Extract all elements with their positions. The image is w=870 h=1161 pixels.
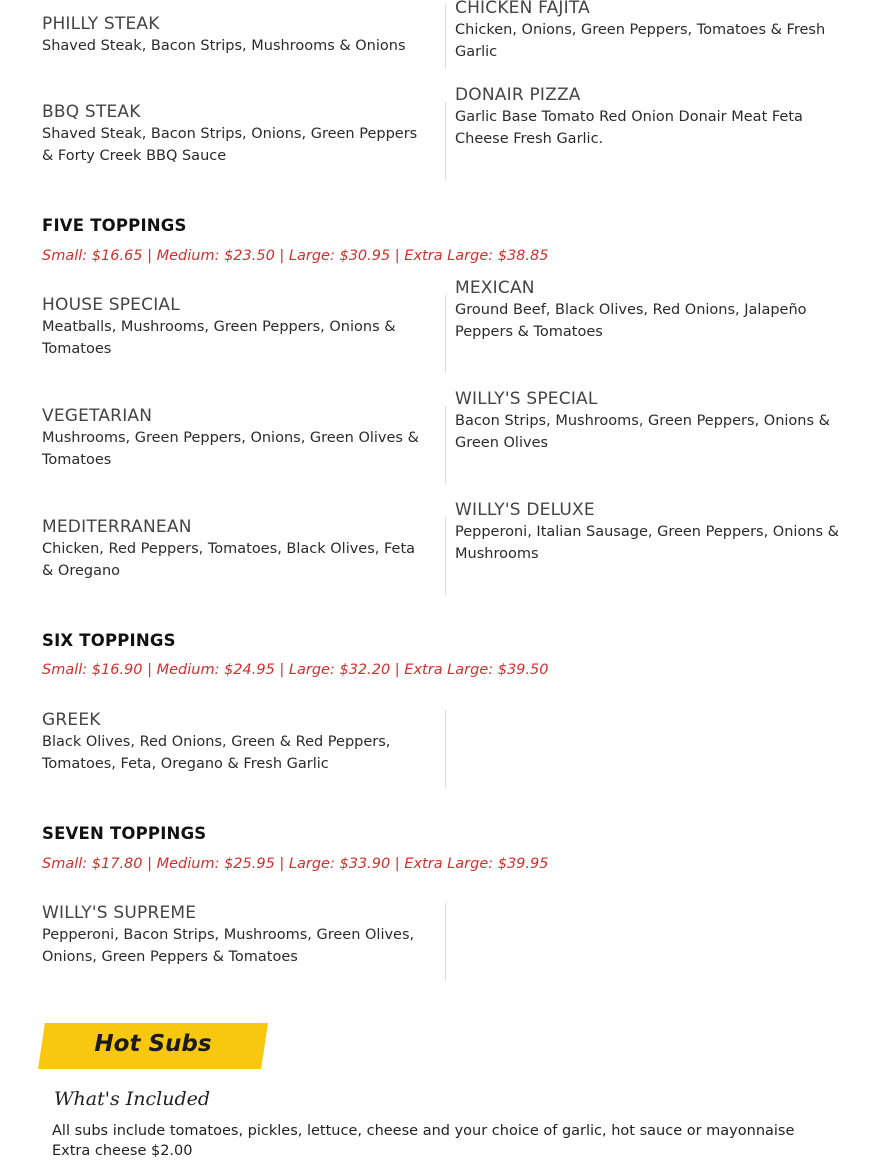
item-name: HOUSE SPECIAL <box>42 295 180 315</box>
whats-included-text <box>52 1121 852 1161</box>
banner-label: Hot Subs <box>94 1031 212 1057</box>
price-line-five-toppings: Small: $16.65 | Medium: $23.50 | Large: $30.95 | Extra Large: $38.85 <box>42 248 549 264</box>
menu-item-greek <box>42 709 427 775</box>
column-divider <box>445 295 446 373</box>
menu-item-chicken-fajita <box>455 0 850 63</box>
item-description: Pepperoni, Italian Sausage, Green Peppers, Onions & Mushrooms <box>455 524 839 562</box>
menu-item-willys-special <box>455 388 850 454</box>
item-name: VEGETARIAN <box>42 406 153 426</box>
item-name: WILLY'S DELUXE <box>455 500 595 520</box>
item-name: CHICKEN FAJITA <box>455 0 590 18</box>
included-description: All subs include tomatoes, pickles, lettuce, cheese and your choice of garlic, hot sauce or mayonnaise <box>52 1123 795 1139</box>
column-divider <box>445 517 446 595</box>
section-title-six-toppings: SIX TOPPINGS <box>42 631 176 650</box>
item-description: Shaved Steak, Bacon Strips, Onions, Green Peppers & Forty Creek BBQ Sauce <box>42 126 418 164</box>
item-name: WILLY'S SUPREME <box>42 903 197 923</box>
section-title-seven-toppings: SEVEN TOPPINGS <box>42 824 207 843</box>
section-title-five-toppings: FIVE TOPPINGS <box>42 216 187 235</box>
item-name: WILLY'S SPECIAL <box>455 389 598 409</box>
item-name: DONAIR PIZZA <box>455 85 581 105</box>
item-description: Chicken, Onions, Green Peppers, Tomatoes & Fresh Garlic <box>455 22 826 60</box>
menu-item-willys-deluxe <box>455 499 850 565</box>
item-description: Shaved Steak, Bacon Strips, Mushrooms & Onions <box>42 38 406 54</box>
column-divider <box>445 406 446 484</box>
item-description: Pepperoni, Bacon Strips, Mushrooms, Green Olives, Onions, Green Peppers & Tomatoes <box>42 927 415 965</box>
item-description: Chicken, Red Peppers, Tomatoes, Black Olives, Feta & Oregano <box>42 541 416 579</box>
menu-item-mediterranean <box>42 516 427 582</box>
menu-item-vegetarian <box>42 405 427 471</box>
item-description: Black Olives, Red Onions, Green & Red Peppers, Tomatoes, Feta, Oregano & Fresh Garlic <box>42 734 391 772</box>
item-description: Mushrooms, Green Peppers, Onions, Green Olives & Tomatoes <box>42 430 419 468</box>
menu-item-house-special <box>42 294 427 360</box>
menu-item-mexican <box>455 277 850 343</box>
column-divider <box>445 710 446 788</box>
item-name: GREEK <box>42 710 101 730</box>
item-description: Bacon Strips, Mushrooms, Green Peppers, Onions & Green Olives <box>455 413 830 451</box>
hot-subs-banner <box>38 1023 268 1069</box>
extra-cheese-line: Extra cheese $2.00 <box>52 1143 193 1159</box>
price-line-seven-toppings: Small: $17.80 | Medium: $25.95 | Large: $33.90 | Extra Large: $39.95 <box>42 856 549 872</box>
column-divider <box>445 4 446 69</box>
item-description: Garlic Base Tomato Red Onion Donair Meat Feta Cheese Fresh Garlic. <box>455 109 803 147</box>
price-line-six-toppings: Small: $16.90 | Medium: $24.95 | Large: $32.20 | Extra Large: $39.50 <box>42 662 549 678</box>
column-divider <box>445 102 446 180</box>
menu-item-willys-supreme <box>42 902 427 968</box>
menu-item-donair-pizza <box>455 84 850 150</box>
column-divider <box>445 903 446 981</box>
menu-item-philly-steak <box>42 13 427 57</box>
menu-item-bbq-steak <box>42 101 427 167</box>
item-description: Ground Beef, Black Olives, Red Onions, Jalapeño Peppers & Tomatoes <box>455 302 807 340</box>
item-name: MEDITERRANEAN <box>42 517 192 537</box>
item-name: MEXICAN <box>455 278 535 298</box>
item-name: BBQ STEAK <box>42 102 141 122</box>
item-name: PHILLY STEAK <box>42 14 160 34</box>
item-description: Meatballs, Mushrooms, Green Peppers, Onions & Tomatoes <box>42 319 396 357</box>
whats-included-title: What's Included <box>54 1088 211 1110</box>
